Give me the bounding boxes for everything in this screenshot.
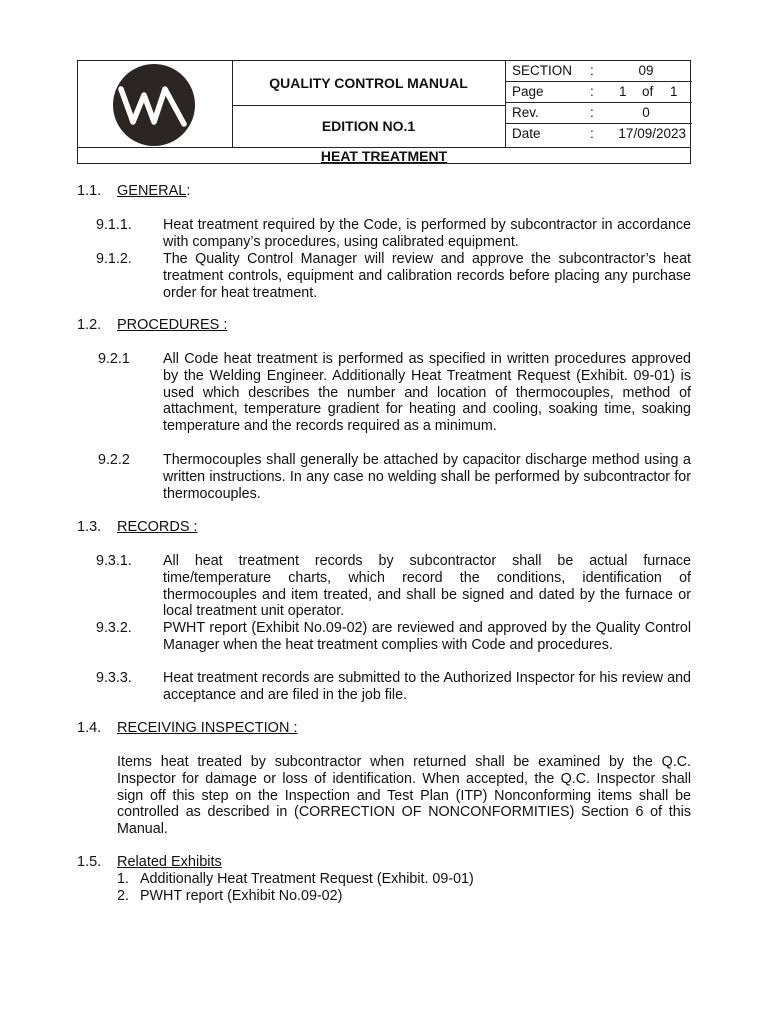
section-sep: : (590, 63, 594, 78)
exhibit-text: PWHT report (Exhibit No.09-02) (140, 888, 343, 904)
section-general-heading (77, 183, 190, 199)
exhibit-item (117, 871, 474, 888)
rev-sep: : (590, 105, 594, 120)
rev-label: Rev. (512, 105, 539, 120)
section-value: 09 (638, 63, 654, 78)
rev-value: 0 (642, 105, 650, 120)
page-label: Page (512, 84, 544, 99)
section-title: PROCEDURES : (117, 317, 228, 333)
document-heading (78, 147, 690, 165)
section-procedures-heading (77, 317, 227, 333)
section-title: Related Exhibits (117, 854, 222, 870)
item-number: 9.3.3. (96, 670, 132, 686)
item-text: The Quality Control Manager will review and approve the subcontractor’s heat treatment controls, equipment and calibration records before placing any purchase order for heat treatment. (163, 251, 691, 301)
manual-title: QUALITY CONTROL MANUAL (232, 61, 505, 106)
item-text: Heat treatment required by the Code, is performed by subcontractor in accordance with company’s procedures, using calibrated equipment. (163, 217, 691, 250)
exhibit-number: 2. (117, 888, 129, 904)
item-text: All Code heat treatment is performed as specified in written procedures approved by the Welding Engineer. Additionally Heat Treatment Request (Exhibit. 09-01) is used which describes the number and location of thermocouples, method of attachment, temperature gradient for heating and cooling, soaking time, soaking temperature and the records required as a minimum. (163, 351, 691, 435)
item-number: 9.1.2. (96, 251, 132, 267)
section-title: GENERAL (117, 183, 187, 199)
item-text: Thermocouples shall generally be attached by capacitor discharge method using a written instructions. In any case no welding shall be performed by subcontractor for thermocouples. (163, 452, 691, 502)
exhibit-text: Additionally Heat Treatment Request (Exhibit. 09-01) (140, 871, 474, 887)
company-logo (111, 64, 197, 146)
logo-cell (78, 61, 233, 147)
section-title: RECEIVING INSPECTION : (117, 720, 298, 736)
section-records-heading (77, 519, 198, 535)
meta-row-page (506, 82, 692, 103)
receiving-paragraph: Items heat treated by subcontractor when returned shall be examined by the Q.C. Inspector for damage or loss of identification. When accepted, the Q.C. Inspector shall sign off this step on the Inspection and Test Plan (ITP) Nonconforming items shall be controlled as described in (CORRECTION OF NONCONFORMITIES) Section 6 of this Manual. (117, 754, 691, 838)
item-number: 9.2.1 (98, 351, 130, 367)
item-number: 9.2.2 (98, 452, 130, 468)
section-number: 1.4. (77, 720, 102, 736)
page-of: of (642, 84, 654, 99)
item-text: PWHT report (Exhibit No.09-02) are reviewed and approved by the Quality Control Manager when the heat treatment complies with Code and procedures. (163, 620, 691, 653)
item-text: All heat treatment records by subcontractor shall be actual furnace time/temperature charts, which record the conditions, identification of thermocouples and item treated, and shall be signed and dated by the furnace or local treatment unit operator. (163, 553, 691, 620)
section-number: 1.3. (77, 519, 102, 535)
section-number: 1.2. (77, 317, 102, 333)
meta-table (505, 61, 692, 147)
item-number: 9.3.2. (96, 620, 132, 636)
page-value: 1 (619, 84, 627, 99)
meta-row-rev (506, 103, 692, 124)
section-number: 1.5. (77, 854, 102, 870)
section-number: 1.1. (77, 183, 102, 199)
section-label: SECTION (512, 63, 573, 78)
item-number: 9.1.1. (96, 217, 132, 233)
date-sep: : (590, 126, 594, 141)
meta-row-section (506, 61, 692, 82)
page-sep: : (590, 84, 594, 99)
heading-text: HEAT TREATMENT (320, 148, 448, 164)
date-label: Date (512, 126, 541, 141)
edition-label: EDITION NO.1 (321, 118, 416, 134)
date-value: 17/09/2023 (618, 126, 686, 141)
title-cell (232, 61, 505, 147)
section-title: RECORDS : (117, 519, 198, 535)
document-header (77, 60, 691, 164)
item-number: 9.3.1. (96, 553, 132, 569)
page-total: 1 (670, 84, 678, 99)
section-receiving-heading (77, 720, 297, 736)
section-exhibits-heading (77, 854, 222, 870)
exhibit-item (117, 888, 342, 905)
section-colon: : (186, 183, 191, 199)
item-text: Heat treatment records are submitted to the Authorized Inspector for his review and acceptance and are filed in the job file. (163, 670, 691, 703)
exhibit-number: 1. (117, 871, 129, 887)
meta-row-date (506, 124, 692, 147)
